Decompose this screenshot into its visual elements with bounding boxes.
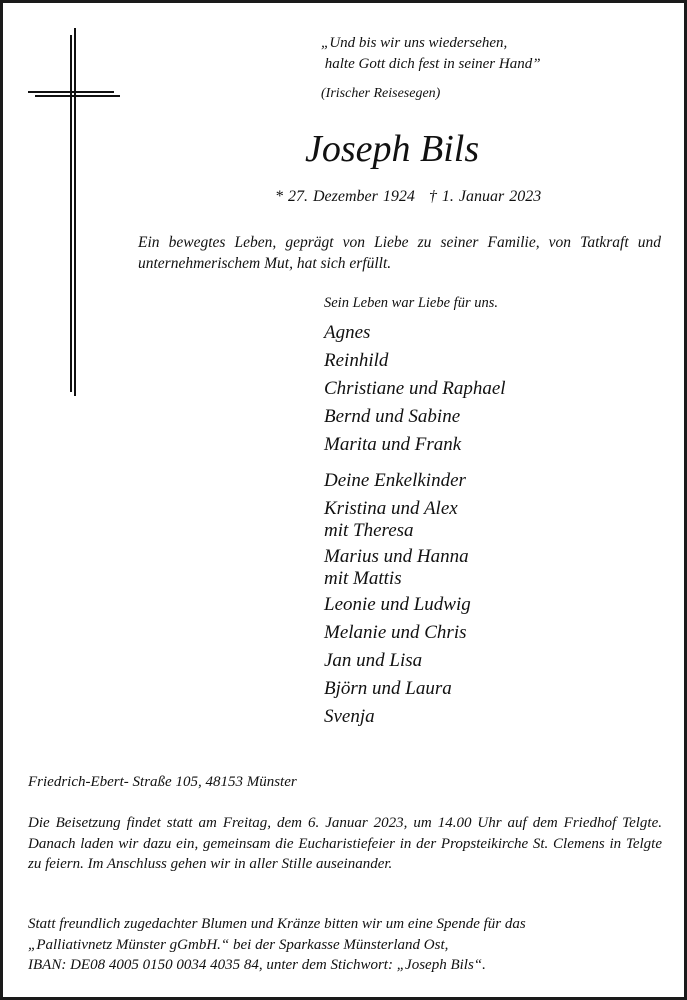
family-member: Christiane und Raphael bbox=[324, 378, 506, 399]
deceased-name: Joseph Bils bbox=[305, 128, 480, 170]
grandchild-entry: Svenja bbox=[324, 706, 375, 727]
cross-horizontal-line-bottom bbox=[35, 95, 120, 97]
burial-details: Die Beisetzung findet statt am Freitag, dem 6. Januar 2023, um 14.00 Uhr auf dem Friedhof Telgte. Danach laden wir dazu ein, gemeinsam die Eucharistiefeier in der Propsteikirche St. Clemens in Telgte zu feiern. Im Anschluss gehen wir in aller Stille auseinander. bbox=[28, 815, 662, 872]
grandchildren-heading: Deine Enkelkinder bbox=[324, 470, 466, 491]
grandchild-entry: Leonie und Ludwig bbox=[324, 594, 471, 615]
quote-source: (Irischer Reisesegen) bbox=[321, 86, 441, 101]
life-dates bbox=[275, 188, 541, 206]
mourners-lead: Sein Leben war Liebe für uns. bbox=[324, 295, 498, 311]
cross-horizontal-line-top bbox=[28, 91, 114, 93]
cross-vertical-line-left bbox=[70, 35, 72, 392]
family-address: Friedrich-Ebert- Straße 105, 48153 Münster bbox=[28, 774, 297, 790]
birth-date: * 27. Dezember 1924 bbox=[275, 188, 415, 205]
donation-line: „Palliativnetz Münster gGmbH.“ bei der Sparkasse Münsterland Ost, bbox=[28, 936, 449, 953]
donation-line: IBAN: DE08 4005 0150 0034 4035 84, unter dem Stichwort: „Joseph Bils“. bbox=[28, 957, 486, 973]
grandchild-entry: Melanie und Chris bbox=[324, 622, 467, 643]
grandchild-entry: Marius und Hanna bbox=[324, 546, 469, 567]
intro-text: Ein bewegtes Leben, geprägt von Liebe zu seiner Familie, von Tatkraft und unternehmerischem Mut, hat sich erfüllt. bbox=[138, 234, 661, 272]
family-member: Marita und Frank bbox=[324, 434, 462, 455]
family-member: Agnes bbox=[324, 322, 371, 343]
donation-request bbox=[28, 914, 526, 976]
grandchild-entry-extra: mit Theresa bbox=[324, 520, 414, 541]
family-member: Reinhild bbox=[324, 350, 389, 371]
death-date: † 1. Januar 2023 bbox=[428, 188, 542, 205]
blessing-quote bbox=[321, 33, 541, 75]
grandchild-entry: Björn und Laura bbox=[324, 678, 452, 699]
family-member: Bernd und Sabine bbox=[324, 406, 461, 427]
grandchild-entry: Jan und Lisa bbox=[324, 650, 423, 671]
quote-line: „Und bis wir uns wiedersehen, bbox=[321, 35, 508, 51]
cross-vertical-line-right bbox=[74, 28, 76, 396]
donation-line: Statt freundlich zugedachter Blumen und Kränze bitten wir um eine Spende für das bbox=[28, 916, 526, 932]
grandchild-entry: Kristina und Alex bbox=[324, 498, 458, 519]
mourners-list bbox=[324, 293, 506, 731]
grandchild-entry-extra: mit Mattis bbox=[324, 568, 402, 589]
quote-line: halte Gott dich fest in seiner Hand” bbox=[321, 56, 541, 72]
